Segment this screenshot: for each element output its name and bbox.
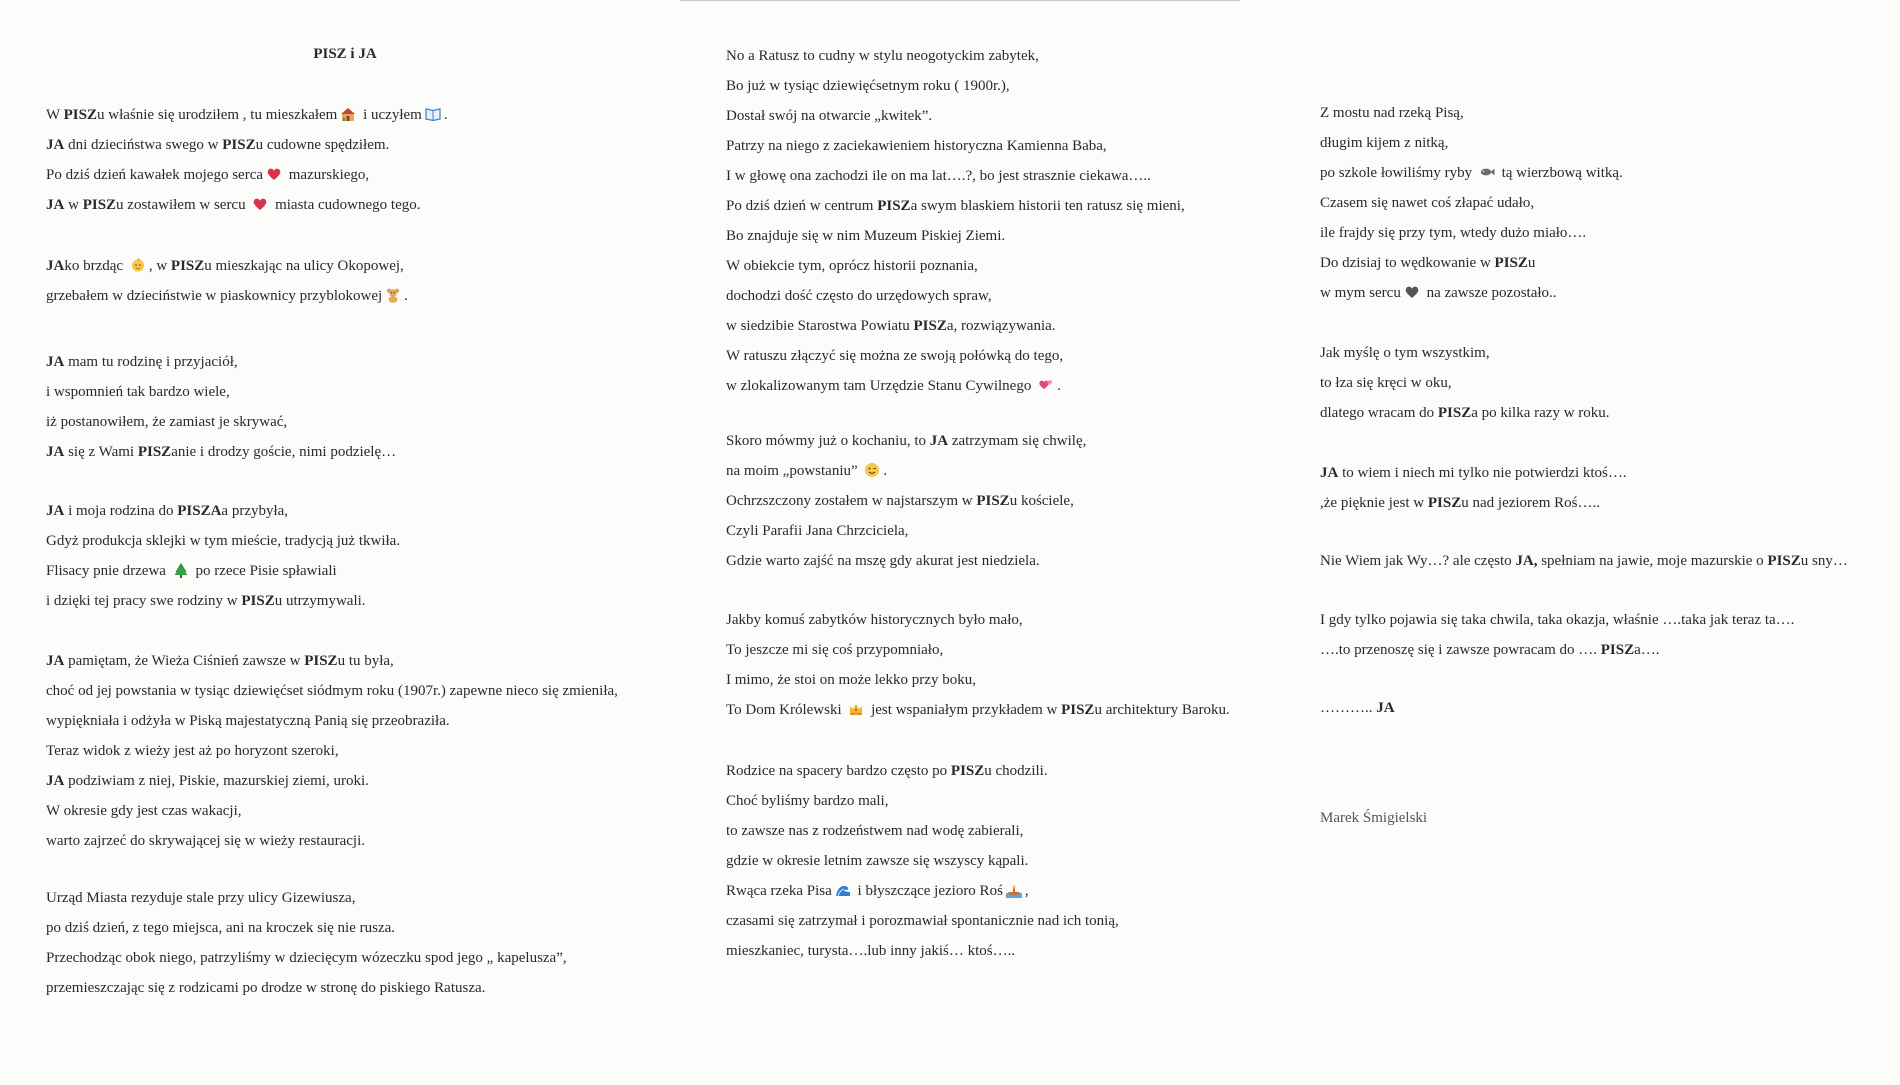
poem-line bbox=[726, 426, 1086, 456]
text-segment: podziwiam z niej, Piskie, mazurskiej ziemi, uroki. bbox=[64, 773, 369, 789]
stanza bbox=[726, 756, 1119, 966]
poem-line bbox=[1320, 605, 1794, 635]
poem-line bbox=[726, 456, 1086, 486]
text-segment: mieszkaniec, turysta….lub inny jakiś… ktoś….. bbox=[726, 943, 1016, 959]
bold-text: PISZ bbox=[1494, 255, 1528, 271]
bold-text: PISZ bbox=[241, 593, 275, 609]
stanza bbox=[726, 41, 1185, 401]
poem-line bbox=[1320, 338, 1610, 368]
poem-line bbox=[1320, 546, 1848, 576]
bold-text: PISZ bbox=[170, 258, 205, 274]
text-segment: po szkole łowiliśmy ryby bbox=[1320, 165, 1476, 181]
poem-line bbox=[1320, 458, 1627, 488]
text-segment: ….to przenoszę się i zawsze powracam do …. bbox=[1320, 642, 1601, 658]
text-segment: I gdy tylko pojawia się taka chwila, taka okazja, właśnie ….taka jak teraz ta…. bbox=[1320, 612, 1795, 628]
poem-line bbox=[1320, 248, 1623, 278]
text-segment: u tu była, bbox=[337, 653, 394, 669]
text-segment: a…. bbox=[1634, 642, 1660, 658]
text-segment: u architektury Baroku. bbox=[1094, 702, 1230, 718]
poem-line bbox=[1320, 98, 1623, 128]
poem-line bbox=[46, 496, 400, 526]
text-segment: Patrzy na niego z zaciekawieniem historyczna Kamienna Baba, bbox=[726, 138, 1107, 154]
poem-line bbox=[1320, 188, 1623, 218]
bold-text: PISZ bbox=[1427, 495, 1462, 511]
text-segment: czasami się zatrzymał i porozmawiał spontanicznie nad ich tonią, bbox=[726, 913, 1119, 929]
text-segment: Czasem się nawet coś złapać udało, bbox=[1320, 195, 1535, 211]
text-segment: i błyszczące jezioro Roś bbox=[853, 883, 1003, 899]
poem-line bbox=[1320, 635, 1794, 665]
text-segment: Rodzice na spacery bardzo często po bbox=[726, 763, 951, 779]
wave-icon bbox=[835, 879, 851, 895]
poem-line bbox=[726, 341, 1185, 371]
text-segment: przemieszczając się z rodzicami po drodze w stronę do piskiego Ratusza. bbox=[46, 980, 486, 996]
stanza bbox=[46, 347, 396, 467]
text-segment: gdzie w okresie letnim zawsze się wszyscy kąpali. bbox=[726, 853, 1029, 869]
bold-text: PISZ bbox=[1600, 642, 1635, 658]
text-segment: . bbox=[443, 107, 448, 123]
bold-text: JA bbox=[929, 433, 949, 449]
text-segment: Dostał swój na otwarcie „kwitek”. bbox=[726, 108, 933, 124]
stanza bbox=[46, 496, 400, 616]
text-segment: i uczyłem bbox=[359, 107, 422, 123]
bold-text: JA bbox=[46, 653, 65, 669]
text-segment: w zlokalizowanym tam Urzędzie Stanu Cywilnego bbox=[726, 378, 1036, 394]
poem-line bbox=[46, 706, 618, 736]
text-segment: Po dziś dzień kawałek mojego serca bbox=[46, 167, 264, 183]
poem-line bbox=[1320, 158, 1623, 188]
stanza bbox=[1320, 546, 1848, 576]
stanza bbox=[1320, 98, 1623, 308]
poem-line bbox=[726, 936, 1119, 966]
poem-line bbox=[726, 605, 1230, 635]
poem-line bbox=[46, 736, 618, 766]
poem-line bbox=[46, 973, 567, 1003]
poem-line bbox=[46, 883, 567, 913]
text-segment: W okresie gdy jest czas wakacji, bbox=[46, 803, 242, 819]
poem-line bbox=[46, 526, 400, 556]
poem-line bbox=[46, 281, 408, 311]
text-segment: Flisacy pnie drzewa bbox=[46, 563, 170, 579]
poem-title: PISZ i JA bbox=[313, 46, 377, 62]
text-segment: u bbox=[1527, 255, 1536, 271]
text-segment: , bbox=[1024, 883, 1029, 899]
text-segment: i dzięki tej pracy swe rodziny w bbox=[46, 593, 242, 609]
text-segment: Bo już w tysiąc dziewięćsetnym roku ( 1900r.), bbox=[726, 78, 1010, 94]
stanza bbox=[46, 646, 618, 856]
text-segment: i wspomnień tak bardzo wiele, bbox=[46, 384, 230, 400]
poem-line bbox=[726, 516, 1086, 546]
poem-line bbox=[46, 100, 448, 130]
text-segment: u właśnie się urodziłem , tu mieszkałem bbox=[97, 107, 338, 123]
text-segment: u zostawiłem w sercu bbox=[116, 197, 250, 213]
book-icon bbox=[425, 103, 441, 119]
bold-text: JA bbox=[46, 137, 65, 153]
text-segment: a swym blaskiem historii ten ratusz się mieni, bbox=[910, 198, 1185, 214]
text-segment: iż postanowiłem, że zamiast je skrywać, bbox=[46, 414, 288, 430]
stanza bbox=[1320, 605, 1794, 665]
poem-line bbox=[46, 766, 618, 796]
poem-line bbox=[726, 371, 1185, 401]
text-segment: dni dzieciństwa swego w bbox=[64, 137, 223, 153]
text-segment: Gdzie warto zajść na mszę gdy akurat jest niedziela. bbox=[726, 553, 1040, 569]
bold-text: JA bbox=[46, 503, 65, 519]
poem-line bbox=[726, 251, 1185, 281]
rowboat-icon bbox=[1006, 879, 1022, 895]
text-segment: No a Ratusz to cudny w stylu neogotyckim zabytek, bbox=[726, 48, 1039, 64]
poem-line bbox=[46, 437, 396, 467]
text-segment: anie i drodzy goście, nimi podzielę… bbox=[171, 444, 397, 460]
text-segment: na zawsze pozostało.. bbox=[1422, 285, 1557, 301]
text-segment: mam tu rodzinę i przyjaciół, bbox=[64, 354, 238, 370]
text-segment: a przybyła, bbox=[221, 503, 289, 519]
text-segment: W bbox=[46, 107, 64, 123]
poem-line bbox=[726, 131, 1185, 161]
poem-line bbox=[726, 161, 1185, 191]
bold-text: PISZ bbox=[1767, 553, 1801, 569]
text-segment: Do dzisiaj to wędkowanie w bbox=[1320, 255, 1495, 271]
text-segment: w siedzibie Starostwa Powiatu bbox=[726, 318, 914, 334]
bold-text: JA, bbox=[1515, 553, 1538, 569]
house-icon bbox=[340, 103, 356, 119]
poem-line bbox=[46, 251, 408, 281]
text-segment: Skoro mówmy już o kochaniu, to bbox=[726, 433, 930, 449]
text-segment: ,że pięknie jest w bbox=[1320, 495, 1428, 511]
bold-text: JA bbox=[46, 258, 65, 274]
text-segment: W ratuszu złączyć się można ze swoją połówką do tego, bbox=[726, 348, 1064, 364]
text-segment: to wiem i niech mi tylko nie potwierdzi ktoś…. bbox=[1338, 465, 1627, 481]
poem-line bbox=[46, 796, 618, 826]
bold-text: PISZ bbox=[950, 763, 985, 779]
bold-text: PISZ bbox=[913, 318, 947, 334]
poem-line bbox=[726, 846, 1119, 876]
stanza bbox=[46, 251, 408, 311]
text-segment: Nie Wiem jak Wy…? ale często bbox=[1320, 553, 1516, 569]
text-segment: ……….. bbox=[1320, 700, 1377, 716]
text-segment: to łza się kręci w oku, bbox=[1320, 375, 1452, 391]
poem-line bbox=[1320, 278, 1623, 308]
text-segment: grzebałem w dzieciństwie w piaskownicy przyblokowej bbox=[46, 288, 383, 304]
text-segment: Rwąca rzeka Pisa bbox=[726, 883, 832, 899]
poem-line bbox=[726, 816, 1119, 846]
text-segment: W obiekcie tym, oprócz historii poznania, bbox=[726, 258, 978, 274]
text-segment: Ochrzszczony zostałem w najstarszym w bbox=[726, 493, 977, 509]
text-segment: To Dom Królewski bbox=[726, 702, 846, 718]
text-segment: ko brzdąc bbox=[64, 258, 127, 274]
bold-text: PISZ bbox=[304, 653, 338, 669]
poem-line bbox=[46, 586, 400, 616]
poem-line bbox=[1320, 128, 1623, 158]
poem-line bbox=[1320, 693, 1395, 723]
text-segment: To jeszcze mi się coś przypomniało, bbox=[726, 642, 944, 658]
text-segment: warto zajrzeć do skrywającej się w wieży restauracji. bbox=[46, 833, 366, 849]
bold-text: PISZ bbox=[877, 198, 911, 214]
text-segment: u kościele, bbox=[1009, 493, 1074, 509]
teddy-bear-icon bbox=[385, 284, 401, 300]
text-segment: mazurskiego, bbox=[285, 167, 370, 183]
stanza bbox=[46, 883, 567, 1003]
text-segment: u nad jeziorem Roś….. bbox=[1461, 495, 1600, 511]
poem-line bbox=[46, 556, 400, 586]
poem-line bbox=[46, 347, 396, 377]
text-segment: Gdyż produkcja sklejki w tym mieście, tradycją już tkwiła. bbox=[46, 533, 401, 549]
stanza bbox=[1320, 693, 1395, 723]
text-segment: zatrzymam się chwilę, bbox=[948, 433, 1087, 449]
bold-text: JA bbox=[1376, 700, 1395, 716]
bold-text: JA bbox=[46, 197, 65, 213]
poem-line bbox=[46, 407, 396, 437]
bold-text: JA bbox=[46, 444, 65, 460]
text-segment: Czyli Parafii Jana Chrzciciela, bbox=[726, 523, 909, 539]
two-hearts-icon bbox=[1038, 374, 1054, 390]
text-segment: Z mostu nad rzeką Pisą, bbox=[1320, 105, 1464, 121]
text-segment: Bo znajduje się w nim Muzeum Piskiej Ziemi. bbox=[726, 228, 1006, 244]
text-segment: jest wspaniałym przykładem w bbox=[867, 702, 1062, 718]
heart-icon bbox=[266, 163, 282, 179]
text-segment: spełniam na jawie, moje mazurskie o bbox=[1537, 553, 1768, 569]
poem-line bbox=[726, 486, 1086, 516]
crown-icon bbox=[848, 698, 864, 714]
poem-line bbox=[726, 191, 1185, 221]
text-segment: długim kijem z nitką, bbox=[1320, 135, 1449, 151]
text-segment: . bbox=[1057, 378, 1061, 394]
baby-icon bbox=[130, 254, 146, 270]
text-segment: . bbox=[883, 463, 888, 479]
poem-line bbox=[726, 221, 1185, 251]
heart-icon bbox=[252, 193, 268, 209]
text-segment: miasta cudownego tego. bbox=[271, 197, 421, 213]
text-segment: u chodzili. bbox=[984, 763, 1048, 779]
text-segment: u utrzymywali. bbox=[274, 593, 366, 609]
poem-line bbox=[1320, 368, 1610, 398]
text-segment: I mimo, że stoi on może lekko przy boku, bbox=[726, 672, 976, 688]
poem-line bbox=[726, 311, 1185, 341]
text-segment: się z Wami bbox=[64, 444, 138, 460]
text-segment: Teraz widok z wieży jest aż po horyzont szeroki, bbox=[46, 743, 339, 759]
poem-line bbox=[726, 546, 1086, 576]
poem-line bbox=[726, 71, 1185, 101]
text-segment: i moja rodzina do bbox=[64, 503, 178, 519]
text-segment: wypiękniała i odżyła w Piską majestatyczną Panią się przeobraziła. bbox=[46, 713, 450, 729]
text-segment: po dziś dzień, z tego miejsca, ani na kroczek się nie rusza. bbox=[46, 920, 396, 936]
text-segment: ile frajdy się przy tym, wtedy dużo miało…. bbox=[1320, 225, 1587, 241]
top-scan-line bbox=[680, 0, 1240, 1]
text-segment: . bbox=[404, 288, 408, 304]
poem-line bbox=[46, 913, 567, 943]
text-segment: u mieszkając na ulicy Okopowej, bbox=[204, 258, 404, 274]
bold-text: PISZ bbox=[1061, 702, 1095, 718]
poem-line bbox=[1320, 488, 1627, 518]
poem-line bbox=[726, 786, 1119, 816]
bold-text: JA bbox=[1320, 465, 1339, 481]
text-segment: Urząd Miasta rezyduje stale przy ulicy Gizewiusza, bbox=[46, 890, 356, 906]
poem-line bbox=[726, 41, 1185, 71]
tree-icon bbox=[173, 559, 189, 575]
bold-text: PISZ bbox=[976, 493, 1010, 509]
text-segment: I w głowę ona zachodzi ile on ma lat….?, bo jest strasznie ciekawa….. bbox=[726, 168, 1151, 184]
poem-line bbox=[46, 646, 618, 676]
bold-text: PISZ bbox=[82, 197, 117, 213]
bold-text: PISZ bbox=[222, 137, 256, 153]
text-segment: Choć byliśmy bardzo mali, bbox=[726, 793, 889, 809]
stanza bbox=[1320, 458, 1627, 518]
poem-line bbox=[726, 665, 1230, 695]
text-segment: u cudowne spędziłem. bbox=[255, 137, 390, 153]
text-segment: Jakby komuś zabytków historycznych było mało, bbox=[726, 612, 1023, 628]
poem-line bbox=[46, 377, 396, 407]
signature-text: Marek Śmigielski bbox=[1320, 810, 1428, 826]
text-segment: na moim „powstaniu” bbox=[726, 463, 862, 479]
text-segment: Po dziś dzień w centrum bbox=[726, 198, 878, 214]
poem-line bbox=[46, 160, 448, 190]
text-segment: w bbox=[64, 197, 83, 213]
text-segment: a, rozwiązywania. bbox=[946, 318, 1056, 334]
poem-line bbox=[46, 130, 448, 160]
text-segment: to zawsze nas z rodzeństwem nad wodę zabierali, bbox=[726, 823, 1024, 839]
bold-text: PISZ bbox=[63, 107, 97, 123]
poem-line bbox=[1320, 218, 1623, 248]
poem-line bbox=[726, 756, 1119, 786]
poem-line bbox=[726, 281, 1185, 311]
text-segment: choć od jej powstania w tysiąc dziewięćset siódmym roku (1907r.) zapewne nieco się zmieniła, bbox=[46, 683, 618, 699]
poem-line bbox=[726, 906, 1119, 936]
text-segment: w mym sercu bbox=[1320, 285, 1401, 301]
bold-text: PISZ bbox=[1437, 405, 1472, 421]
poem-line bbox=[726, 101, 1185, 131]
bold-text: PISZ bbox=[137, 444, 172, 460]
text-segment: dlatego wracam do bbox=[1320, 405, 1438, 421]
text-segment: u sny… bbox=[1800, 553, 1848, 569]
stanza bbox=[46, 100, 448, 220]
wink-face-icon bbox=[864, 459, 880, 475]
poem-line bbox=[46, 826, 618, 856]
poem-line bbox=[1320, 398, 1610, 428]
text-segment: a po kilka razy w roku. bbox=[1471, 405, 1610, 421]
text-segment: dochodzi dość często do urzędowych spraw, bbox=[726, 288, 992, 304]
poem-line bbox=[726, 695, 1230, 725]
author-signature bbox=[1320, 803, 1427, 833]
poem-line bbox=[726, 876, 1119, 906]
poem-line bbox=[46, 676, 618, 706]
poem-line bbox=[726, 635, 1230, 665]
bold-text: JA bbox=[46, 773, 65, 789]
stanza bbox=[726, 605, 1230, 725]
stanza bbox=[726, 426, 1086, 576]
bold-text: JA bbox=[46, 354, 65, 370]
text-segment: pamiętam, że Wieża Ciśnień zawsze w bbox=[64, 653, 305, 669]
text-segment: Przechodząc obok niego, patrzyliśmy w dziecięcym wózeczku spod jego „ kapelusza”, bbox=[46, 950, 567, 966]
text-segment: Jak myślę o tym wszystkim, bbox=[1320, 345, 1490, 361]
text-segment: , w bbox=[148, 258, 171, 274]
poem-line bbox=[46, 190, 448, 220]
bold-text: PISZA bbox=[177, 503, 222, 519]
stanza bbox=[1320, 338, 1610, 428]
text-segment: tą wierzbową witką. bbox=[1497, 165, 1623, 181]
poem-line bbox=[46, 943, 567, 973]
fish-icon bbox=[1479, 161, 1495, 177]
text-segment: po rzece Pisie spławiali bbox=[191, 563, 337, 579]
grey-heart-icon bbox=[1404, 281, 1420, 297]
